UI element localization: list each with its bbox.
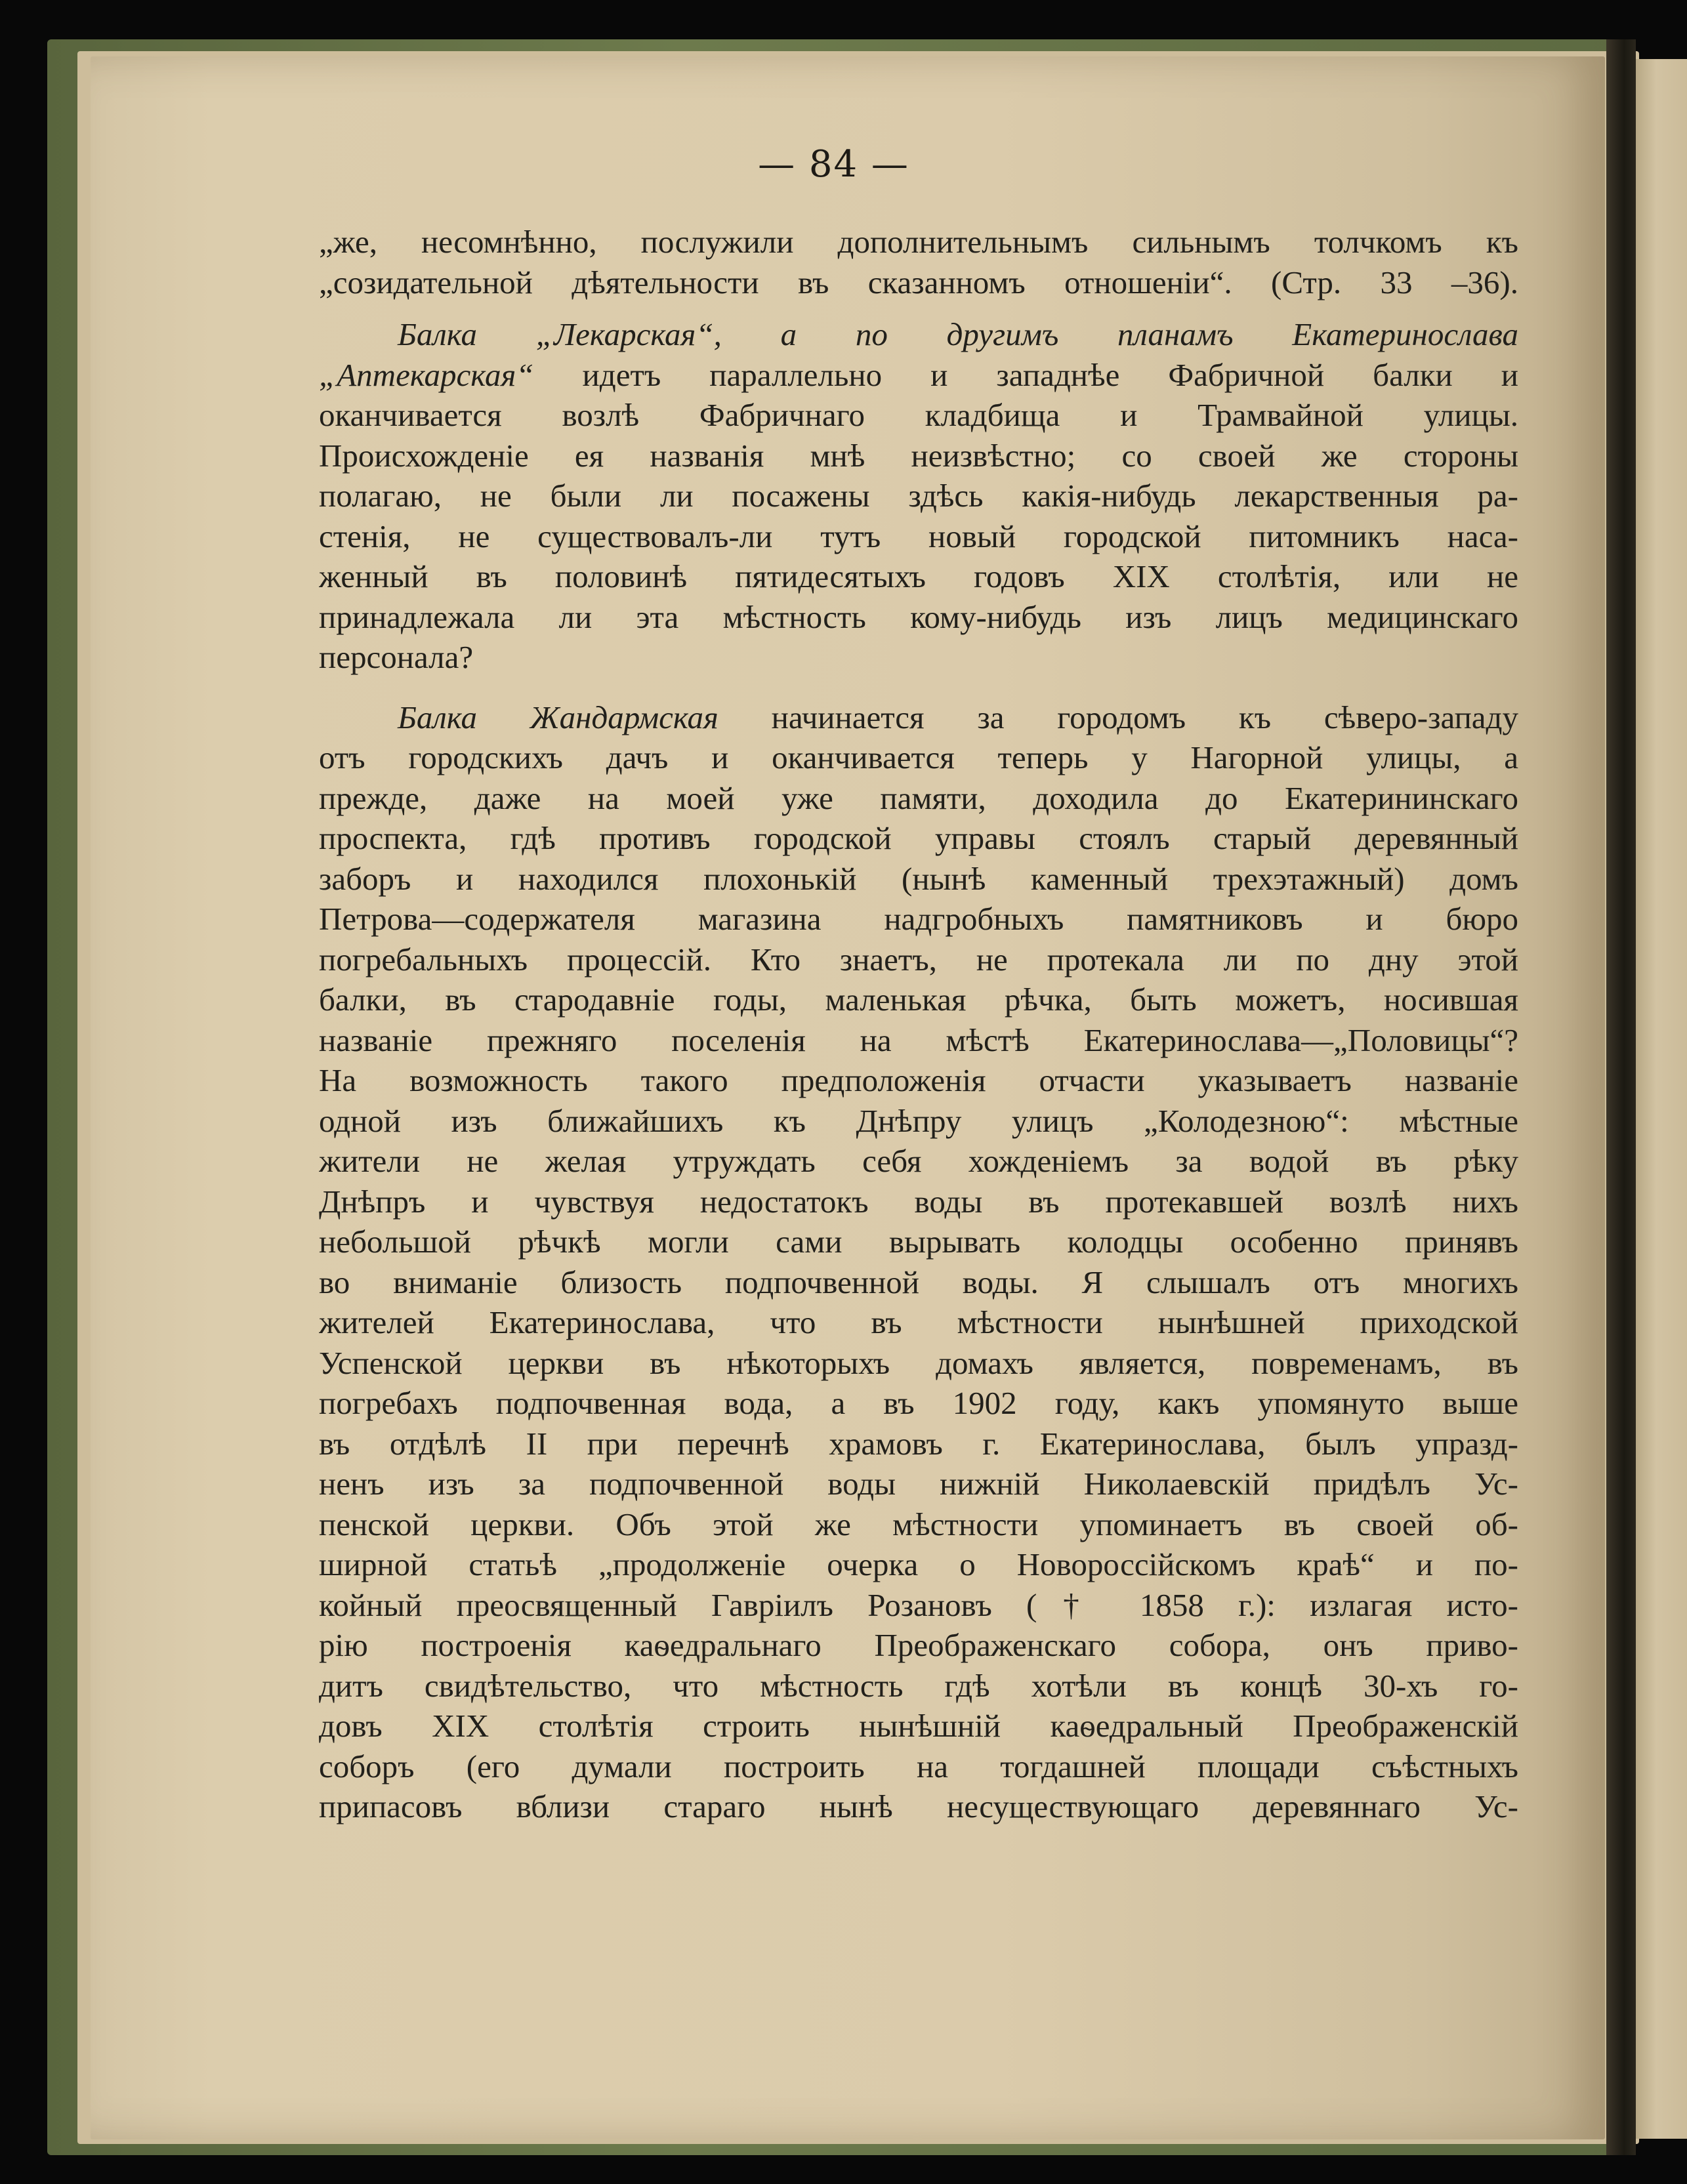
text-line: въ отдѣлѣ II при перечнѣ храмовъ г. Екатеринослава, былъ упразд- [319,1425,1518,1462]
text-line: довъ XIX столѣтія строить нынѣшній каѳедральный Преображенскій [319,1708,1518,1744]
body-text [319,222,1518,1827]
text-line: жителей Екатеринослава, что въ мѣстности нынѣшней приходской [319,1304,1518,1340]
text-line: персонала? [319,639,474,675]
text-line: названіе прежняго поселенія на мѣстѣ Екатеринослава—„Половицы“? [319,1021,1518,1058]
text-line: оканчивается возлѣ Фабричнаго кладбища и Трамвайной улицы. [319,397,1518,433]
text-line: Петрова—содержателя магазина надгробныхъ памятниковъ и бюро [319,901,1518,937]
text-line: погребахъ подпочвенная вода, а въ 1902 году, какъ упомянуто выше [319,1385,1518,1421]
text-line: На возможность такого предположенія отчасти указываетъ названіе [319,1062,1518,1098]
text-line: во вниманіе близость подпочвенной воды. Я слышалъ отъ многихъ [319,1264,1518,1300]
text-line: погребальныхъ процессій. Кто знаетъ, не протекала ли по дну этой [319,941,1518,978]
text-line: дитъ свидѣтельство, что мѣстность гдѣ хотѣли въ концѣ 30-хъ го- [319,1667,1518,1704]
text-line: женный въ половинѣ пятидесятыхъ годовъ XIX столѣтія, или не [319,558,1518,594]
text-line [319,314,1518,355]
text-line: проспекта, гдѣ противъ городской управы стоялъ старый деревянный [319,820,1518,856]
text-line: „Аптекарская“ идетъ параллельно и западнѣе Фабричной балки и [319,356,1518,393]
text-line: Балка Жандармская начинается за городомъ къ сѣверо-западу [398,699,1518,735]
text-line: „же, несомнѣнно, послужили дополнительнымъ сильнымъ толчкомъ къ [319,224,1518,260]
text-line: балки, въ стародавніе годы, маленькая рѣчка, быть можетъ, носившая [319,981,1518,1018]
heading-aptekarskaya: „Аптекарская“ [319,356,534,393]
text-line: соборъ (его думали построить на тогдашней площади съѣстныхъ [319,1748,1518,1784]
next-page-edge [1636,59,1687,2139]
page-number: — 84 — [758,143,909,186]
text-line: прежде, даже на моей уже памяти, доходила до Екатерининскаго [319,779,1518,816]
book-gutter [1606,39,1636,2155]
text-line: пенской церкви. Объ этой же мѣстности упоминаетъ въ своей об- [319,1506,1518,1542]
text-line: ненъ изъ за подпочвенной воды нижній Николаевскій придѣлъ Ус- [319,1466,1518,1502]
text-line: ширной статьѣ „продолженіе очерка о Новороссійскомъ краѣ“ и по- [319,1546,1518,1582]
text-line: рію построенія каѳедральнаго Преображенскаго собора, онъ приво- [319,1627,1518,1663]
text-line: „созидательной дѣятельности въ сказанномъ отношеніи“. (Стр. 33 –36). [319,264,1518,300]
text-line: Днѣпръ и чувствуя недостатокъ воды въ протекавшей возлѣ нихъ [319,1183,1518,1220]
text-line: заборъ и находился плохонькій (нынѣ каменный трехэтажный) домъ [319,860,1518,897]
text-line: Успенской церкви въ нѣкоторыхъ домахъ является, повременамъ, въ [319,1344,1518,1381]
text-line: стенія, не существовалъ-ли тутъ новый городской питомникъ наса- [319,518,1518,554]
text-line: жители не желая утруждать себя хожденіемъ за водой въ рѣку [319,1143,1518,1179]
text-line: небольшой рѣчкѣ могли сами вырывать колодцы особенно принявъ [319,1224,1518,1260]
text-line: Происхожденіе ея названія мнѣ неизвѣстно; со своей же стороны [319,437,1518,474]
text-line: припасовъ вблизи стараго нынѣ несуществующаго деревяннаго Ус- [319,1788,1518,1824]
heading-zhandarmskaya: Балка Жандармская [398,699,719,735]
text-line: койный преосвященный Гавріилъ Розановъ († 1858 г.): излагая исто- [319,1586,1518,1623]
heading-lekarskaya: Балка „Лекарская“, а по другимъ планамъ Екатеринослава [398,316,1518,352]
text-line: отъ городскихъ дачъ и оканчивается теперь у Нагорной улицы, а [319,739,1518,775]
text-line: полагаю, не были ли посажены здѣсь какія-нибудь лекарственныя ра- [319,478,1518,514]
text-line: принадлежала ли эта мѣстность кому-нибудь изъ лицъ медицинскаго [319,598,1518,635]
text-line: одной изъ ближайшихъ къ Днѣпру улицъ „Колодезною“: мѣстные [319,1102,1518,1139]
